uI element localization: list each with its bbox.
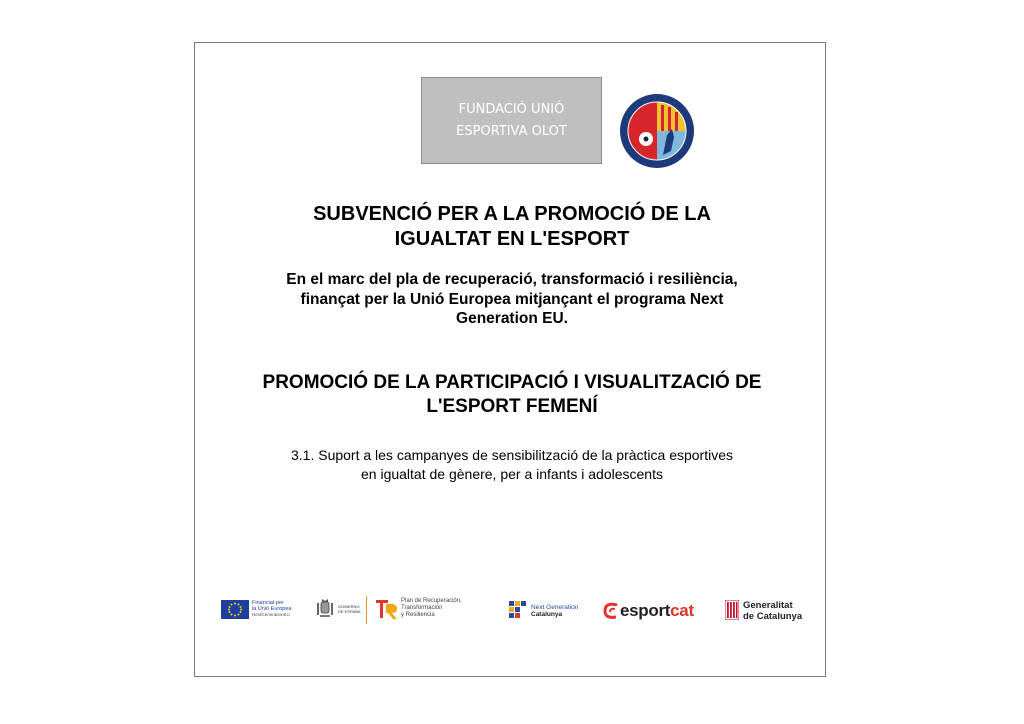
headline <box>230 202 794 252</box>
eu-line2: la Unió Europea <box>252 606 292 612</box>
program-title <box>230 371 794 419</box>
nextgen-line1: Next Generation <box>531 604 579 611</box>
program-detail-line1: 3.1. Suport a les campanyes de sensibilització de la pràctica esportives <box>290 447 733 463</box>
senyera-icon <box>725 600 739 620</box>
pixel-grid-icon <box>509 601 527 619</box>
organization-name-line1: FUNDACIÓ UNIÓ <box>458 101 565 117</box>
generalitat-line2: de Catalunya <box>743 611 803 622</box>
subtitle-line1: En el marc del pla de recuperació, transformació i resiliència, <box>286 271 738 288</box>
club-crest-icon <box>619 93 695 169</box>
gobierno-line1: GOBIERNO <box>338 604 360 609</box>
plan-line1: Plan de Recuperación, <box>401 598 462 604</box>
tr-monogram-icon <box>376 598 398 620</box>
subtitle <box>230 270 794 329</box>
plan-recuperacion-logo <box>376 598 486 622</box>
eu-funding-logo <box>221 600 311 620</box>
program-detail <box>230 446 794 484</box>
gobierno-line2: DE ESPAÑA <box>338 609 361 614</box>
eu-flag-icon <box>221 600 249 619</box>
gobierno-espana-logo <box>316 598 368 622</box>
generalitat-catalunya-logo <box>725 599 807 623</box>
generalitat-line1: Generalitat <box>743 600 793 611</box>
next-generation-catalunya-logo <box>509 601 589 621</box>
spain-coat-of-arms-icon <box>316 598 334 620</box>
esportcat-logo <box>603 600 707 622</box>
eu-line1: Financiat per <box>252 600 284 606</box>
plan-line2: Transformación <box>401 605 443 611</box>
eu-line3: NextGenerationEU <box>252 612 290 617</box>
headline-line1: SUBVENCIÓ PER A LA PROMOCIÓ DE LA <box>313 203 711 225</box>
esportcat-swirl-icon <box>603 602 619 620</box>
organization-name-line2: ESPORTIVA OLOT <box>456 123 567 139</box>
headline-line2: IGUALTAT EN L'ESPORT <box>394 228 630 250</box>
nextgen-line2: Catalunya <box>531 611 563 618</box>
subtitle-line2: finançat per la Unió Europea mitjançant el programa Next <box>300 290 724 308</box>
esportcat-part2: cat <box>670 601 694 620</box>
program-title-line2: L'ESPORT FEMENÍ <box>426 396 598 417</box>
organization-name-box <box>421 77 602 164</box>
subtitle-line3: Generation EU. <box>456 310 568 327</box>
program-title-line1: PROMOCIÓ DE LA PARTICIPACIÓ I VISUALITZACIÓ DE <box>262 372 762 393</box>
esportcat-part1: esport <box>620 601 671 620</box>
plan-line3: y Resiliencia <box>401 612 435 618</box>
program-detail-line2: en igualtat de gènere, per a infants i adolescents <box>361 466 663 482</box>
